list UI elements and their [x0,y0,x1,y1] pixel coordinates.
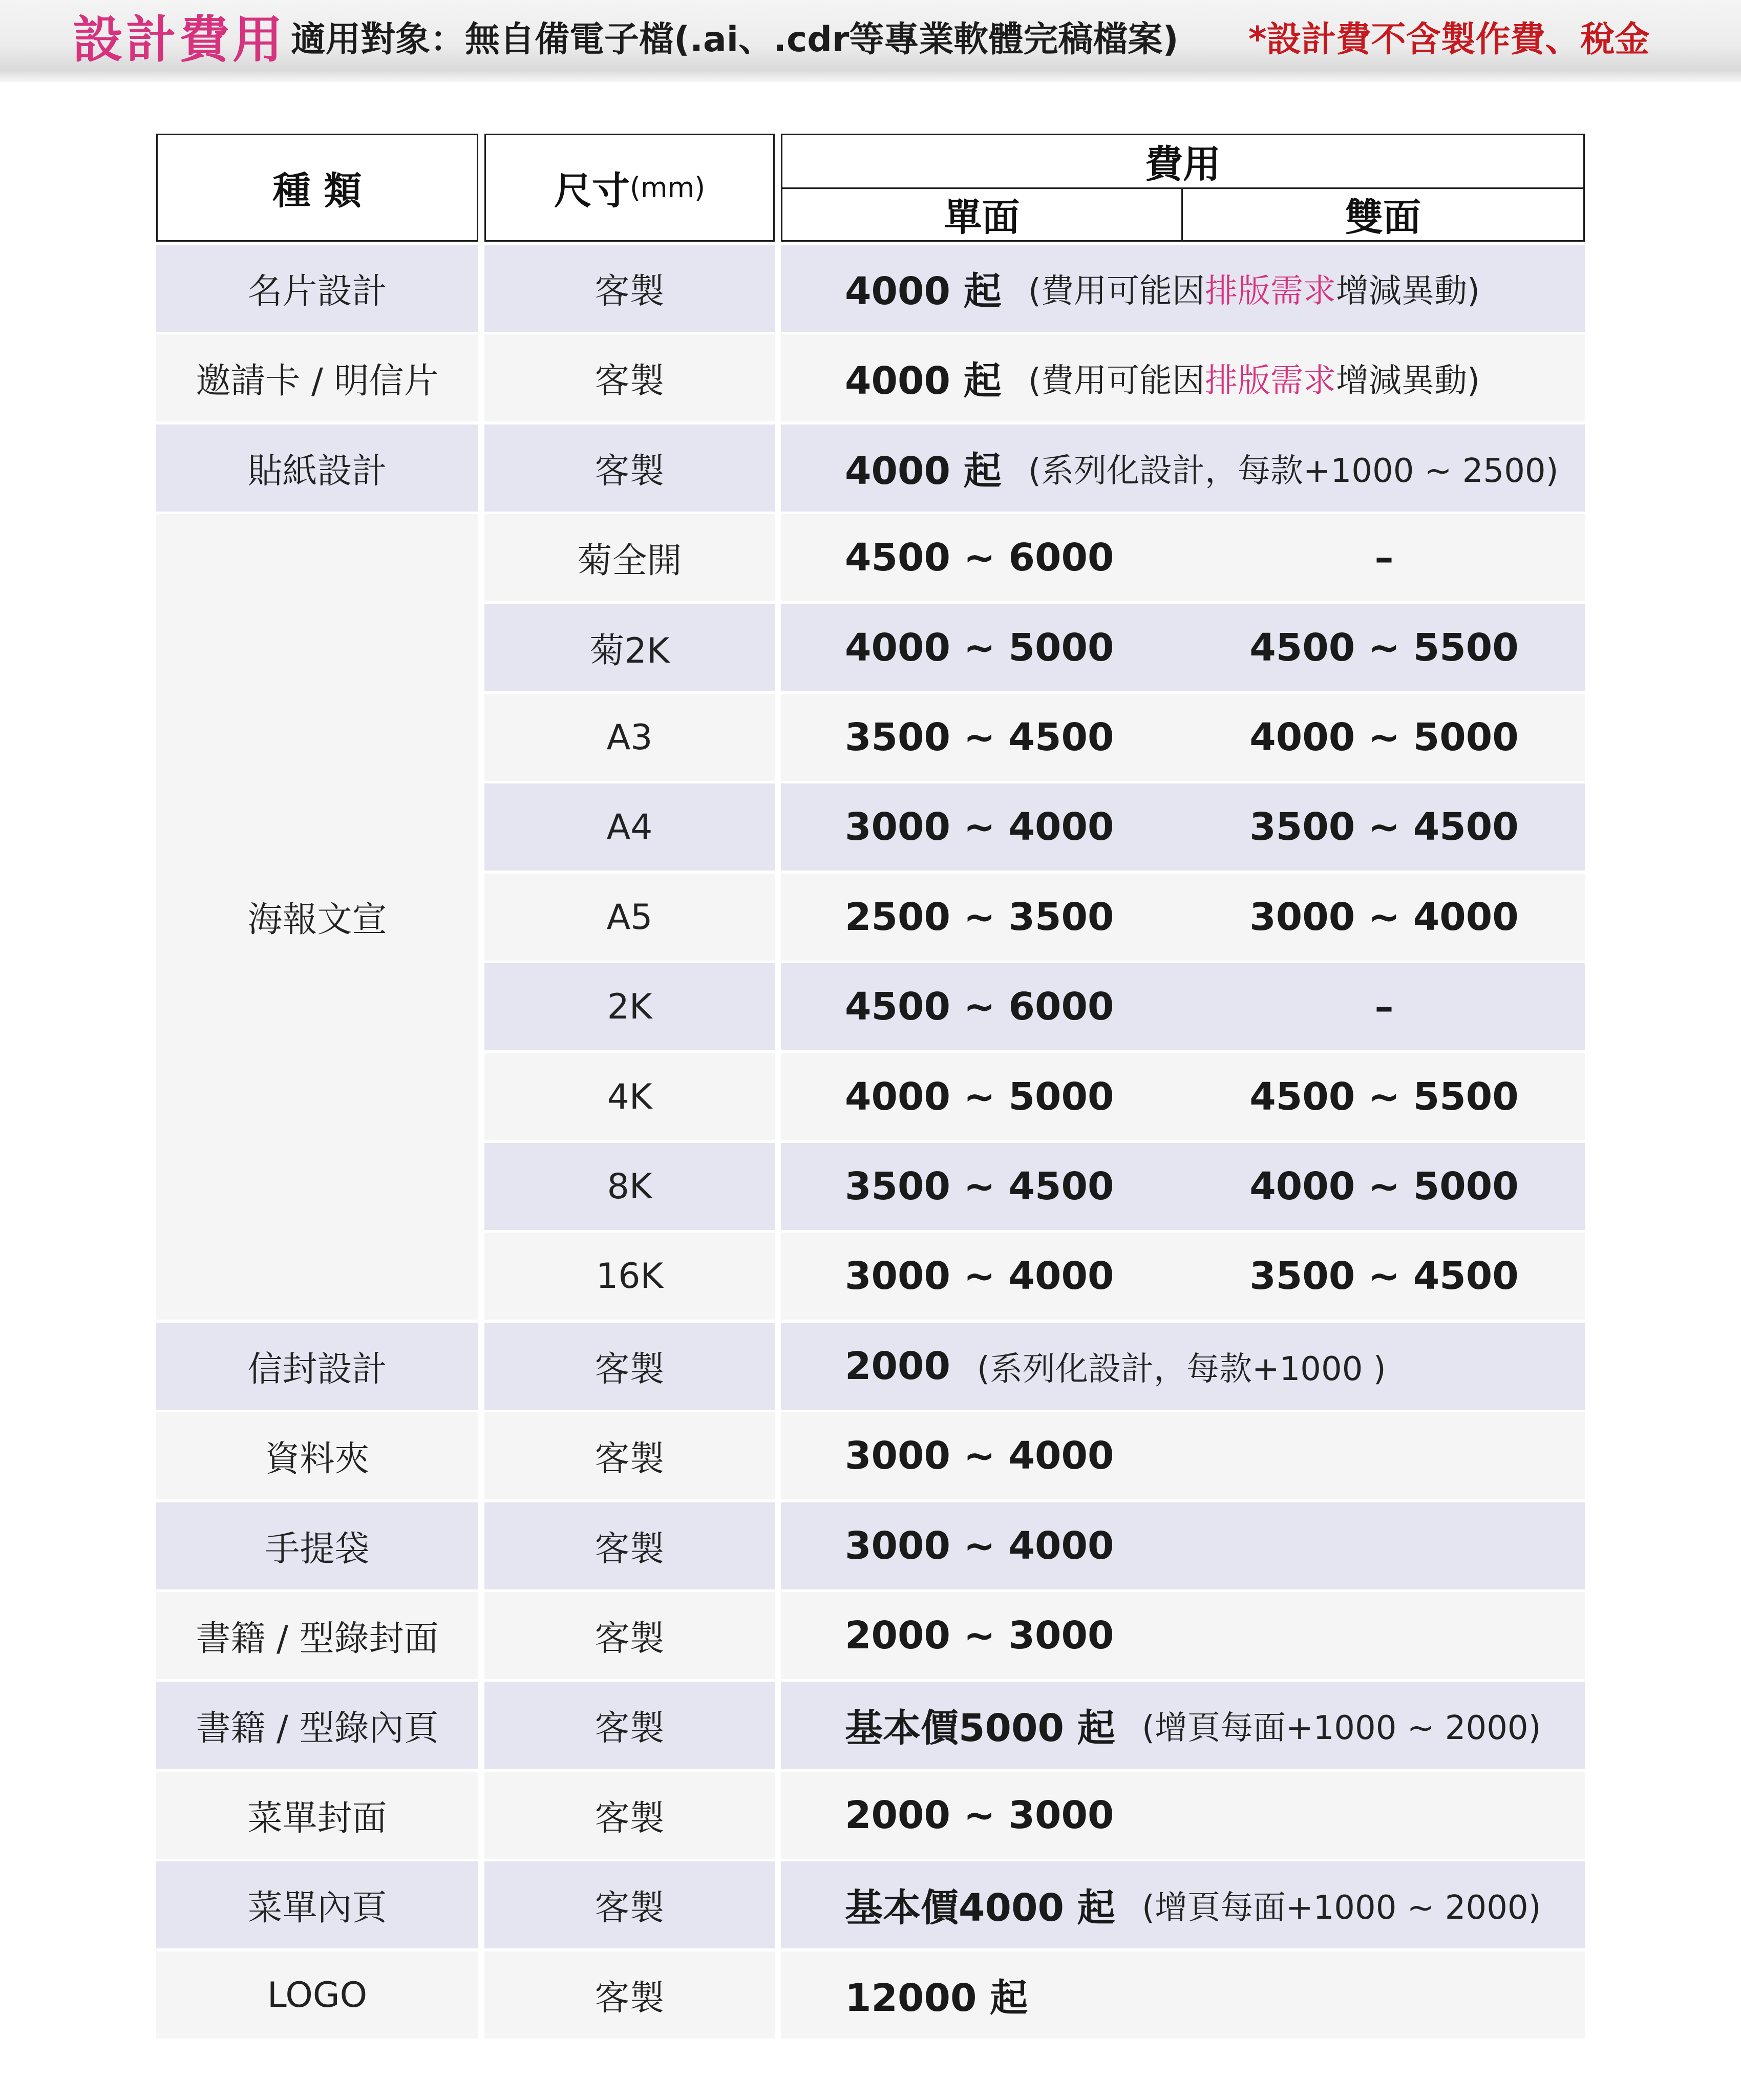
size-label: 客製 [595,360,665,401]
column-header-size-label: 尺寸 [554,168,630,213]
fee-cell [781,1951,1585,2039]
kind-cell [156,1772,478,1859]
page-title: 設計費用 [73,11,286,69]
kind-cell [156,1502,478,1589]
kind-cell [156,245,478,332]
size-label: 客製 [595,1438,665,1479]
fee-cell [781,1412,1585,1499]
size-cell [484,1502,775,1589]
size-label: 客製 [595,271,665,312]
price-note [1028,444,1559,492]
fee-cell [781,245,1585,332]
price-note-text: (增頁每面+1000 ~ 2000) [1142,1889,1541,1927]
kind-label: 書籍 / 型錄封面 [196,1618,439,1659]
kind-cell [156,1323,478,1410]
price-note-text: (系列化設計，每款+1000 ~ 2500) [1028,452,1559,490]
size-cell [484,514,775,601]
price-note-text: (系列化設計，每款+1000 ) [977,1350,1386,1388]
single-price: 基本價4000 起 [845,1886,1115,1930]
kind-label: 手提袋 [265,1529,370,1569]
fee-cell [781,963,1585,1050]
fee-cell [781,1502,1585,1589]
kind-label: 菜單封面 [247,1798,387,1839]
size-label: 菊2K [589,630,670,671]
single-price: 3500 ~ 4500 [845,1164,1114,1208]
size-label: 客製 [595,1978,665,2019]
fee-cell [781,425,1585,512]
kind-cell-poster [156,514,478,1320]
price-note-text: (費用可能因 [1028,272,1205,310]
price-note-highlight: 排版需求 [1204,272,1336,310]
size-label: A4 [606,807,653,847]
applicable-subject: 適用對象：無自備電子檔(.ai、.cdr等專業軟體完稿檔案) [291,19,1179,60]
size-cell [484,1682,775,1769]
size-label: 客製 [595,1798,665,1839]
price-note [977,1343,1386,1390]
fee-cell [781,1861,1585,1948]
size-cell [484,245,775,332]
column-header-size [484,134,775,242]
single-price: 2000 ~ 3000 [845,1614,1114,1658]
size-cell [484,874,775,961]
page-header [0,0,1741,82]
double-price: 4500 ~ 5500 [1249,1075,1519,1119]
kind-cell [156,1412,478,1499]
single-price: 2500 ~ 3500 [845,895,1114,939]
double-price: 4000 ~ 5000 [1249,715,1519,759]
single-price: 3000 ~ 4000 [845,1434,1114,1478]
double-price: 4000 ~ 5000 [1249,1164,1519,1208]
column-header-single [781,187,1183,242]
column-header-fee-label: 費用 [1145,142,1221,186]
size-label: 客製 [595,451,665,492]
size-cell [484,1412,775,1499]
price-note [1028,265,1480,312]
size-label: 客製 [595,1887,665,1928]
double-price: 3500 ~ 4500 [1249,1254,1519,1298]
fee-cell [781,1233,1585,1320]
double-price: – [1374,536,1394,580]
kind-label: LOGO [267,1975,368,2016]
price-note-highlight: 排版需求 [1204,362,1336,400]
fee-note: *設計費不含製作費、稅金 [1248,19,1650,60]
size-cell [484,783,775,871]
column-header-double-label: 雙面 [1345,196,1421,240]
size-cell [484,963,775,1050]
size-label: 客製 [595,1618,665,1659]
size-label: A3 [606,717,653,758]
price-note-text: 增減異動) [1335,362,1480,400]
fee-cell [781,1323,1585,1410]
kind-cell [156,425,478,512]
column-header-double [1181,187,1585,242]
size-cell [484,1592,775,1679]
single-price: 4000 ~ 5000 [845,626,1114,670]
kind-label: 名片設計 [247,271,387,312]
size-cell [484,604,775,691]
fee-cell [781,874,1585,961]
price-note [1142,1881,1541,1928]
size-label: 客製 [595,1529,665,1569]
kind-cell [156,1951,478,2039]
single-price: 2000 ~ 3000 [845,1793,1114,1837]
single-price: 4000 ~ 5000 [845,1075,1114,1119]
price-note [1142,1702,1541,1749]
fee-cell [781,1682,1585,1769]
price-note-text: (增頁每面+1000 ~ 2000) [1142,1709,1541,1747]
size-label: 客製 [595,1349,665,1390]
price-note-text: (費用可能因 [1028,362,1205,400]
kind-label: 書籍 / 型錄內頁 [196,1708,439,1749]
kind-label: 邀請卡 / 明信片 [196,360,439,401]
double-price: – [1374,985,1394,1029]
fee-cell [781,1772,1585,1859]
size-label: 菊全開 [577,540,682,581]
column-header-kind [156,134,478,242]
size-cell [484,1861,775,1948]
size-label: 8K [607,1166,652,1207]
size-label: 16K [596,1256,664,1297]
kind-cell [156,334,478,421]
kind-cell [156,1861,478,1948]
single-price: 4000 起 [845,359,1002,403]
size-cell [484,1143,775,1230]
kind-label: 資料夾 [265,1438,370,1479]
single-price: 3000 ~ 4000 [845,805,1114,849]
single-price: 12000 起 [845,1976,1028,2020]
single-price: 4000 起 [845,269,1002,313]
column-header-size-unit: (mm) [629,172,706,204]
fee-cell [781,1053,1585,1140]
size-cell [484,1053,775,1140]
fee-cell [781,514,1585,601]
single-price: 4000 起 [845,449,1002,493]
column-header-fee [781,134,1585,189]
size-cell [484,1323,775,1410]
size-label: 客製 [595,1708,665,1749]
single-price: 2000 [845,1344,950,1388]
size-cell [484,694,775,781]
size-label: 4K [607,1076,652,1117]
fee-cell [781,1143,1585,1230]
single-price: 3000 ~ 4000 [845,1254,1114,1298]
size-cell [484,1233,775,1320]
size-label: 2K [607,986,652,1027]
fee-cell [781,1592,1585,1679]
price-note [1028,354,1480,401]
size-cell [484,425,775,512]
fee-cell [781,334,1585,421]
single-price: 4500 ~ 6000 [845,985,1114,1029]
double-price: 4500 ~ 5500 [1249,626,1519,670]
fee-cell [781,604,1585,691]
single-price: 4500 ~ 6000 [845,536,1114,580]
single-price: 3500 ~ 4500 [845,715,1114,759]
size-cell [484,1951,775,2039]
size-cell [484,334,775,421]
double-price: 3500 ~ 4500 [1249,805,1519,849]
single-price: 基本價5000 起 [845,1706,1115,1750]
price-note-text: 增減異動) [1335,272,1480,310]
size-cell [484,1772,775,1859]
kind-label: 海報文宣 [247,900,387,940]
column-header-single-label: 單面 [944,196,1020,240]
single-price: 3000 ~ 4000 [845,1524,1114,1568]
fee-cell [781,783,1585,871]
kind-cell [156,1682,478,1769]
column-header-kind-label: 種 類 [272,168,362,213]
kind-label: 菜單內頁 [247,1887,387,1928]
kind-cell [156,1592,478,1679]
kind-label: 信封設計 [247,1349,387,1390]
size-label: A5 [606,897,653,938]
fee-cell [781,694,1585,781]
kind-label: 貼紙設計 [247,451,387,492]
double-price: 3000 ~ 4000 [1249,895,1519,939]
